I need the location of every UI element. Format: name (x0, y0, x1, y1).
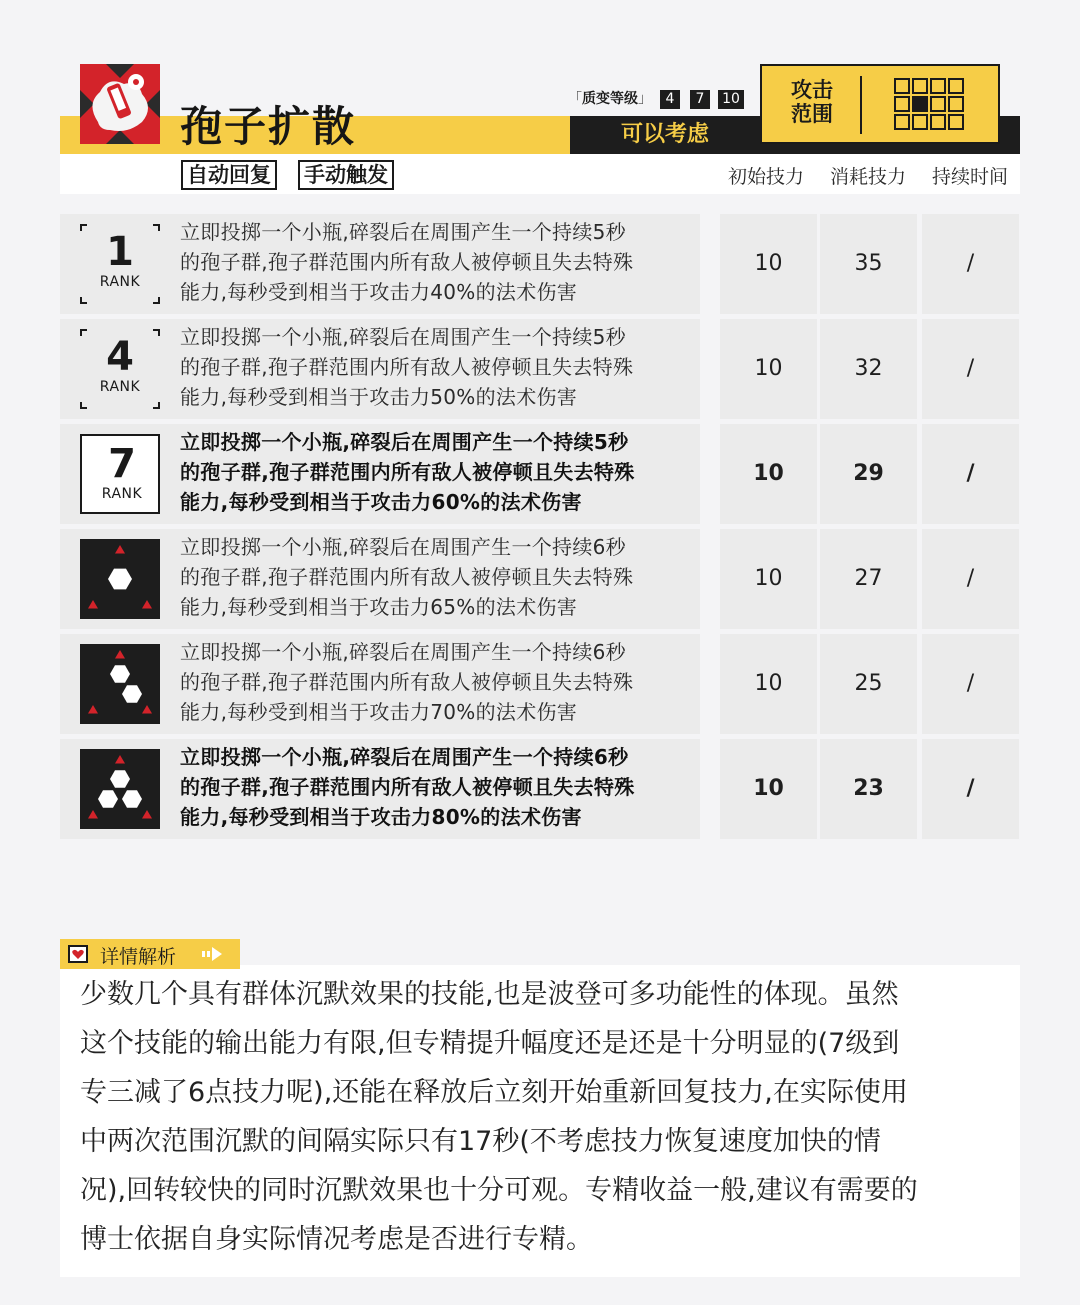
sp-cost-value: 25 (820, 634, 917, 734)
duration-value: / (922, 214, 1019, 314)
sp-cost-value: 27 (820, 529, 917, 629)
analysis-line: 少数几个具有群体沉默效果的技能,也是波登可多功能性的体现。虽然 (80, 979, 899, 1010)
description-line: 能力,每秒受到相当于攻击力70%的法术伤害 (180, 700, 578, 724)
description-line: 的孢子群,孢子群范围内所有敌人被停顿且失去特殊 (180, 670, 634, 694)
tag-manual-trigger: 手动触发 (298, 160, 394, 190)
initial-sp-value: 10 (720, 319, 817, 419)
range-cell (931, 97, 945, 111)
range-cell-self (913, 97, 927, 111)
rank-word: RANK (99, 274, 141, 290)
skill-name: 孢子扩散 (180, 102, 357, 151)
elite-mastery-1-icon (80, 539, 160, 619)
recommendation-text: 可以考虑 (620, 122, 709, 147)
column-header-sp-cost: 消耗技力 (830, 166, 907, 188)
analysis-line: 况),回转较快的同时沉默效果也十分可观。专精收益一般,建议有需要的 (80, 1175, 918, 1206)
range-cell (931, 79, 945, 93)
elite-mastery-3-icon (80, 749, 160, 829)
rank-badge (80, 434, 160, 514)
rank-badge (80, 329, 160, 409)
initial-sp-value: 10 (720, 214, 817, 314)
initial-sp-value: 10 (720, 529, 817, 629)
analysis-line: 中两次范围沉默的间隔实际只有17秒(不考虑技力恢复速度加快的情 (80, 1126, 881, 1157)
initial-sp-value: 10 (720, 634, 817, 734)
mutation-level-badge: 7 (690, 90, 710, 109)
range-cell (895, 97, 909, 111)
table-row (60, 214, 1020, 314)
attack-range-grid-icon (894, 78, 972, 132)
sp-cost-value: 29 (820, 424, 917, 524)
description-line: 立即投掷一个小瓶,碎裂后在周围产生一个持续6秒 (180, 640, 626, 664)
skill-description (180, 742, 700, 832)
attack-range-label: 攻击 范围 (791, 78, 833, 126)
range-cell (949, 79, 963, 93)
mutation-level-badge: 10 (718, 90, 744, 109)
mutation-level-badge: 4 (660, 90, 680, 109)
heart-icon (68, 945, 88, 963)
table-row (60, 529, 1020, 629)
rank-badge (80, 224, 160, 304)
analysis-line: 博士依据自身实际情况考虑是否进行专精。 (80, 1224, 593, 1255)
sp-cost-value: 32 (820, 319, 917, 419)
analysis-tab-label: 详情解析 (100, 946, 177, 968)
skill-level-cell (60, 634, 700, 734)
analysis-text (80, 970, 1010, 1264)
sp-cost-value: 35 (820, 214, 917, 314)
skill-description (180, 532, 700, 622)
description-line: 立即投掷一个小瓶,碎裂后在周围产生一个持续6秒 (180, 745, 629, 769)
skill-level-cell (60, 214, 700, 314)
description-line: 立即投掷一个小瓶,碎裂后在周围产生一个持续6秒 (180, 535, 626, 559)
range-cell (913, 79, 927, 93)
duration-value: / (922, 424, 1019, 524)
skill-level-cell (60, 739, 700, 839)
duration-value: / (922, 319, 1019, 419)
analysis-tab (60, 939, 240, 969)
mutation-level-label: 「质变等级」 (568, 91, 652, 107)
attack-range-panel (760, 64, 1000, 144)
play-arrow-icon (202, 945, 226, 963)
range-cell (949, 97, 963, 111)
rank-number: 7 (108, 441, 136, 487)
rank-number: 4 (106, 334, 134, 380)
description-line: 的孢子群,孢子群范围内所有敌人被停顿且失去特殊 (180, 355, 634, 379)
duration-value: / (922, 529, 1019, 629)
skill-description (180, 427, 700, 517)
spore-flask-icon (80, 64, 160, 144)
description-line: 能力,每秒受到相当于攻击力65%的法术伤害 (180, 595, 578, 619)
description-line: 能力,每秒受到相当于攻击力50%的法术伤害 (180, 385, 578, 409)
rank-word: RANK (99, 379, 141, 395)
skill-level-cell (60, 424, 700, 524)
rank-number: 1 (106, 229, 134, 275)
divider (860, 76, 862, 134)
tag-auto-recovery: 自动回复 (181, 160, 277, 190)
description-line: 能力,每秒受到相当于攻击力60%的法术伤害 (180, 490, 582, 514)
skill-description (180, 322, 700, 412)
description-line: 能力,每秒受到相当于攻击力40%的法术伤害 (180, 280, 578, 304)
table-row (60, 739, 1020, 839)
duration-value: / (922, 739, 1019, 839)
initial-sp-value: 10 (720, 424, 817, 524)
rank-word: RANK (101, 486, 143, 502)
column-header-duration: 持续时间 (932, 166, 1009, 188)
description-line: 的孢子群,孢子群范围内所有敌人被停顿且失去特殊 (180, 460, 635, 484)
range-cell (895, 79, 909, 93)
description-line: 的孢子群,孢子群范围内所有敌人被停顿且失去特殊 (180, 775, 635, 799)
table-row (60, 634, 1020, 734)
initial-sp-value: 10 (720, 739, 817, 839)
range-cell (895, 115, 909, 129)
skill-level-cell (60, 529, 700, 629)
description-line: 立即投掷一个小瓶,碎裂后在周围产生一个持续5秒 (180, 220, 626, 244)
analysis-line: 这个技能的输出能力有限,但专精提升幅度还是还是十分明显的(7级到 (80, 1028, 900, 1059)
description-line: 能力,每秒受到相当于攻击力80%的法术伤害 (180, 805, 582, 829)
description-line: 的孢子群,孢子群范围内所有敌人被停顿且失去特殊 (180, 250, 634, 274)
duration-value: / (922, 634, 1019, 734)
sp-cost-value: 23 (820, 739, 917, 839)
skill-description (180, 637, 700, 727)
skill-description (180, 217, 700, 307)
range-cell (949, 115, 963, 129)
description-line: 立即投掷一个小瓶,碎裂后在周围产生一个持续5秒 (180, 430, 629, 454)
description-line: 的孢子群,孢子群范围内所有敌人被停顿且失去特殊 (180, 565, 634, 589)
table-row (60, 424, 1020, 524)
range-cell (931, 115, 945, 129)
table-row (60, 319, 1020, 419)
analysis-line: 专三减了6点技力呢),还能在释放后立刻开始重新回复技力,在实际使用 (80, 1077, 908, 1108)
skill-level-cell (60, 319, 700, 419)
description-line: 立即投掷一个小瓶,碎裂后在周围产生一个持续5秒 (180, 325, 626, 349)
range-cell (913, 115, 927, 129)
elite-mastery-2-icon (80, 644, 160, 724)
column-header-initial-sp: 初始技力 (728, 166, 805, 188)
